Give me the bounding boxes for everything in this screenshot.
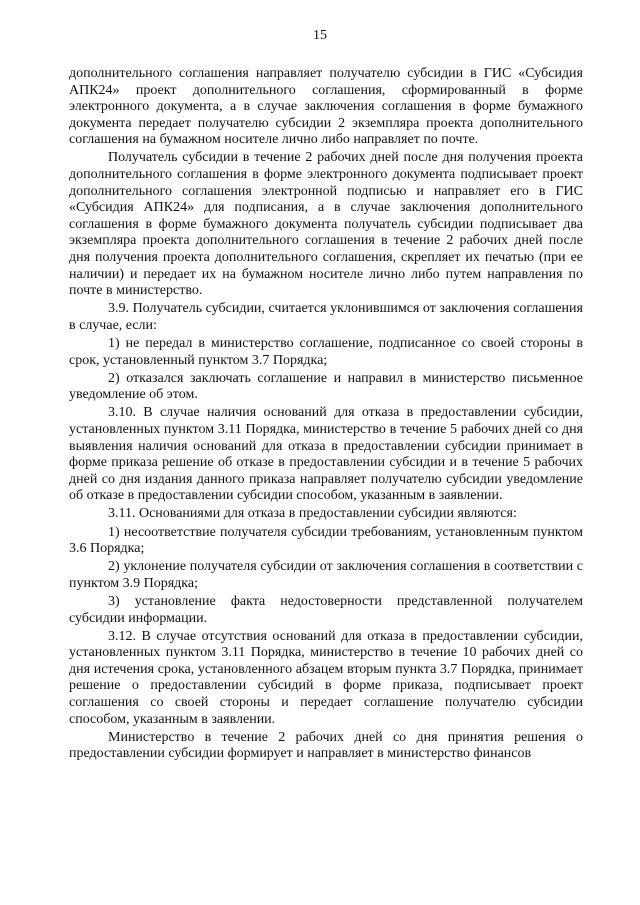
paragraph: 3) установление факта недостоверности представленной получателем субсидии информации.: [69, 593, 583, 626]
paragraph: Министерство в течение 2 рабочих дней со дня принятия решения о предоставлении субсидии формирует и направляет в министерство финансов: [69, 729, 583, 762]
paragraph: дополнительного соглашения направляет получателю субсидии в ГИС «Субсидия АПК24» проект дополнительного соглашения, сформированный в форме электронного документа, а в случае заключения соглашения в форме бумажного документа передает получателю субсидии 2 экземпляра проекта дополнительного соглашения на бумажном носителе лично либо направляет по почте.: [69, 66, 583, 148]
paragraph: 2) уклонение получателя субсидии от заключения соглашения в соответствии с пунктом 3.9 Порядка;: [69, 559, 583, 591]
paragraph: 1) не передал в министерство соглашение, подписанное со своей стороны в срок, установленный пунктом 3.7 Порядка;: [69, 336, 583, 368]
document-body: [69, 66, 583, 763]
paragraph: 1) несоответствие получателя субсидии требованиям, установленным пунктом 3.6 Порядка;: [69, 524, 583, 557]
paragraph: 3.12. В случае отсутствия оснований для отказа в предоставлении субсидии, установленных пунктом 3.11 Порядка, министерство в течение 10 рабочих дней со дня истечения срока, установленного абзацем вторым пункта 3.7 Порядка, принимает решение о предоставлении субсидий в форме приказа, подписывает проект соглашения со своей стороны и передает соглашение получателю субсидии способом, указанным в заявлении.: [69, 628, 583, 727]
paragraph: 3.9. Получатель субсидии, считается уклонившимся от заключения соглашения в случае, если:: [69, 301, 583, 333]
paragraph: 2) отказался заключать соглашение и направил в министерство письменное уведомление об этом.: [69, 370, 583, 403]
page-number: 15: [313, 28, 327, 43]
paragraph: 3.11. Основаниями для отказа в предоставлении субсидии являются:: [108, 506, 517, 522]
paragraph: 3.10. В случае наличия оснований для отказа в предоставлении субсидии, установленных пунктом 3.11 Порядка, министерство в течение 5 рабочих дней со дня выявления наличия оснований для отказа в предоставлении субсидии принимает в форме приказа решение об отказе в предоставлении субсидии и в течение 5 рабочих дней со дня издания данного приказа направляет получателю субсидии уведомление об отказе в предоставлении субсидии способом, указанным в заявлении.: [69, 405, 583, 504]
paragraph: Получатель субсидии в течение 2 рабочих дней после дня получения проекта дополнительного соглашения в форме электронного документа подписывает проект дополнительного соглашения электронной подписью и направляет его в ГИС «Субсидия АПК24» для подписания, а в случае заключения дополнительного соглашения в форме бумажного документа получатель субсидии подписывает два экземпляра проекта дополнительного соглашения в течение 2 рабочих дней после дня получения проекта дополнительного соглашения, скрепляет их печатью (при ее наличии) и передает их на бумажном носителе лично либо путем направления по почте в министерство.: [69, 150, 583, 299]
